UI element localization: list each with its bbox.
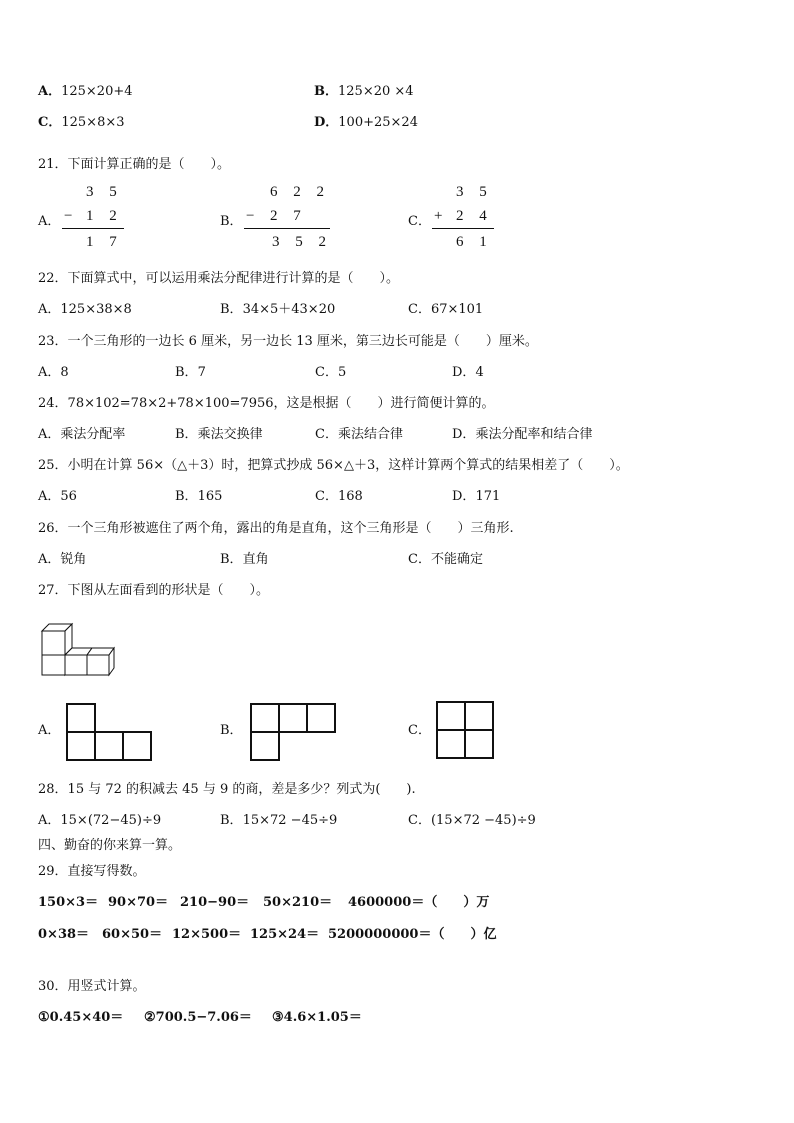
calc-result: 6 1 [456, 234, 493, 250]
option-label: A． [38, 302, 61, 317]
q25-option-c[interactable] [315, 489, 363, 505]
option-label: A． [38, 427, 61, 442]
q27-option-b-shape[interactable] [250, 703, 336, 761]
q23-option-b[interactable] [175, 365, 206, 381]
option-label: B． [175, 365, 198, 380]
q22-option-a[interactable] [38, 302, 132, 318]
calc-line [244, 228, 330, 229]
option-text: 乘法结合律 [337, 427, 403, 442]
calc-top: 6 2 2 [270, 184, 330, 200]
option-label: A． [38, 552, 61, 567]
option-text: 125×8×3 [61, 115, 125, 130]
section-heading: 四、勤奋的你来算一算。 [38, 838, 182, 853]
option-label: B． [175, 489, 198, 504]
q21-option-c-label[interactable]: C． [408, 214, 431, 229]
q27-option-c-shape[interactable] [436, 701, 494, 759]
q29-stem: 29．直接写得数。 [38, 864, 146, 879]
option-text: 168 [337, 489, 363, 504]
option-text: 15×72 −45÷9 [242, 813, 338, 828]
q26-option-b[interactable] [220, 552, 269, 568]
option-text: 8 [60, 365, 69, 380]
option-text: 125×20+4 [61, 84, 133, 99]
option-text: (15×72 −45)÷9 [430, 813, 536, 828]
q24-stem: 24．78×102=78×2+78×100=7956，这是根据（ ）进行简便计算的。 [38, 396, 495, 411]
q29-item: 5200000000＝（ ）亿 [328, 927, 497, 942]
q22-option-b[interactable] [220, 302, 335, 318]
q25-option-b[interactable] [175, 489, 222, 505]
q25-option-a[interactable] [38, 489, 77, 505]
option-text: 125×20 ×4 [338, 84, 414, 99]
q20-option-a[interactable] [38, 84, 133, 100]
option-text: 乘法交换律 [197, 427, 263, 442]
calc-result: 3 5 2 [272, 234, 332, 250]
q27-stem: 27．下图从左面看到的形状是（ ）。 [38, 583, 270, 598]
q21-vertical-calc-a [62, 184, 126, 254]
option-label: D． [452, 365, 476, 380]
q28-option-c[interactable] [408, 813, 536, 829]
q20-option-b[interactable] [314, 84, 414, 100]
calc-result: 1 7 [86, 234, 123, 250]
q24-option-a[interactable] [38, 427, 125, 443]
calc-middle: 2 7 [270, 208, 307, 224]
option-text: 125×38×8 [60, 302, 132, 317]
q30-stem: 30．用竖式计算。 [38, 979, 146, 994]
q27-option-b-label[interactable]: B． [220, 723, 243, 738]
option-text: 67×101 [430, 302, 484, 317]
q26-stem: 26．一个三角形被遮住了两个角，露出的角是直角，这个三角形是（ ）三角形. [38, 521, 514, 536]
option-text: 100+25×24 [338, 115, 418, 130]
option-label: B． [220, 813, 243, 828]
calc-operator: − [64, 208, 79, 224]
calc-middle: 2 4 [456, 208, 493, 224]
q29-item: 125×24＝ [250, 927, 320, 942]
option-label: C． [315, 427, 338, 442]
option-text: 乘法分配率 [60, 427, 126, 442]
option-label: A． [38, 489, 61, 504]
q24-option-c[interactable] [315, 427, 403, 443]
option-label: D． [452, 427, 476, 442]
option-label: A． [38, 365, 61, 380]
option-text: 5 [337, 365, 347, 380]
calc-line [62, 228, 124, 229]
q29-item: 150×3＝ [38, 895, 99, 910]
q24-option-d[interactable] [452, 427, 592, 443]
option-text: 4 [475, 365, 484, 380]
option-label: C． [38, 115, 62, 130]
option-label: B． [175, 427, 198, 442]
q23-option-d[interactable] [452, 365, 484, 381]
q21-option-a-label[interactable]: A． [38, 214, 61, 229]
option-text: 15×(72−45)÷9 [60, 813, 162, 828]
cube-stack-figure [40, 618, 120, 676]
option-label: A． [38, 813, 61, 828]
q29-item: 210−90＝ [180, 895, 250, 910]
option-text: 不能确定 [430, 552, 483, 567]
q27-option-a-label[interactable]: A． [38, 723, 61, 738]
q30-item-3: ③4.6×1.05＝ [272, 1010, 362, 1025]
q26-option-c[interactable] [408, 552, 483, 568]
option-text: 165 [197, 489, 223, 504]
option-label: B． [314, 84, 338, 99]
q23-stem: 23．一个三角形的一边长 6 厘米，另一边长 13 厘米，第三边长可能是（ ）厘米。 [38, 334, 538, 349]
option-text: 34×5＋43×20 [242, 302, 336, 317]
q28-option-a[interactable] [38, 813, 161, 829]
option-label: A． [38, 84, 62, 99]
q29-item: 60×50＝ [102, 927, 163, 942]
option-text: 171 [475, 489, 501, 504]
option-label: B． [220, 302, 243, 317]
option-label: C． [315, 365, 338, 380]
q28-option-b[interactable] [220, 813, 337, 829]
q27-option-a-shape[interactable] [66, 703, 152, 761]
calc-middle: 1 2 [86, 208, 123, 224]
q25-stem: 25．小明在计算 56×（△＋3）时，把算式抄成 56×△＋3，这样计算两个算式的结果相差了（ ）。 [38, 458, 629, 473]
q30-item-2: ②700.5−7.06＝ [144, 1010, 252, 1025]
q29-item: 90×70＝ [108, 895, 169, 910]
q25-option-d[interactable] [452, 489, 500, 505]
option-label: C． [408, 552, 431, 567]
q21-vertical-calc-c [432, 184, 496, 254]
calc-top: 3 5 [86, 184, 123, 200]
option-label: D． [452, 489, 476, 504]
q24-option-b[interactable] [175, 427, 263, 443]
q23-option-a[interactable] [38, 365, 69, 381]
q21-option-b-label[interactable]: B． [220, 214, 243, 229]
calc-operator: + [434, 208, 449, 224]
option-label: C． [315, 489, 338, 504]
q29-item: 0×38＝ [38, 927, 90, 942]
q20-option-d[interactable] [314, 115, 418, 131]
q22-stem: 22．下面算式中，可以运用乘法分配律进行计算的是（ ）。 [38, 271, 400, 286]
option-label: B． [220, 552, 243, 567]
q21-vertical-calc-b [244, 184, 334, 254]
q29-item: 50×210＝ [263, 895, 333, 910]
option-text: 7 [197, 365, 206, 380]
q20-option-c[interactable] [38, 115, 125, 131]
calc-top: 3 5 [456, 184, 493, 200]
q23-option-c[interactable] [315, 365, 346, 381]
q22-option-c[interactable] [408, 302, 483, 318]
q21-stem: 21．下面计算正确的是（ ）。 [38, 157, 231, 172]
option-text: 直角 [242, 552, 269, 567]
q28-stem: 28．15 与 72 的积减去 45 与 9 的商，差是多少？列式为( ). [38, 782, 416, 797]
q26-option-a[interactable] [38, 552, 86, 568]
q29-item: 4600000＝（ ）万 [348, 895, 490, 910]
q30-item-1: ①0.45×40＝ [38, 1010, 124, 1025]
option-text: 乘法分配率和结合律 [475, 427, 593, 442]
calc-operator: − [246, 208, 261, 224]
calc-line [432, 228, 494, 229]
option-label: C． [408, 813, 431, 828]
option-label: D． [314, 115, 339, 130]
option-label: C． [408, 302, 431, 317]
q27-option-c-label[interactable]: C． [408, 723, 431, 738]
q29-item: 12×500＝ [172, 927, 242, 942]
option-text: 锐角 [60, 552, 87, 567]
option-text: 56 [60, 489, 77, 504]
